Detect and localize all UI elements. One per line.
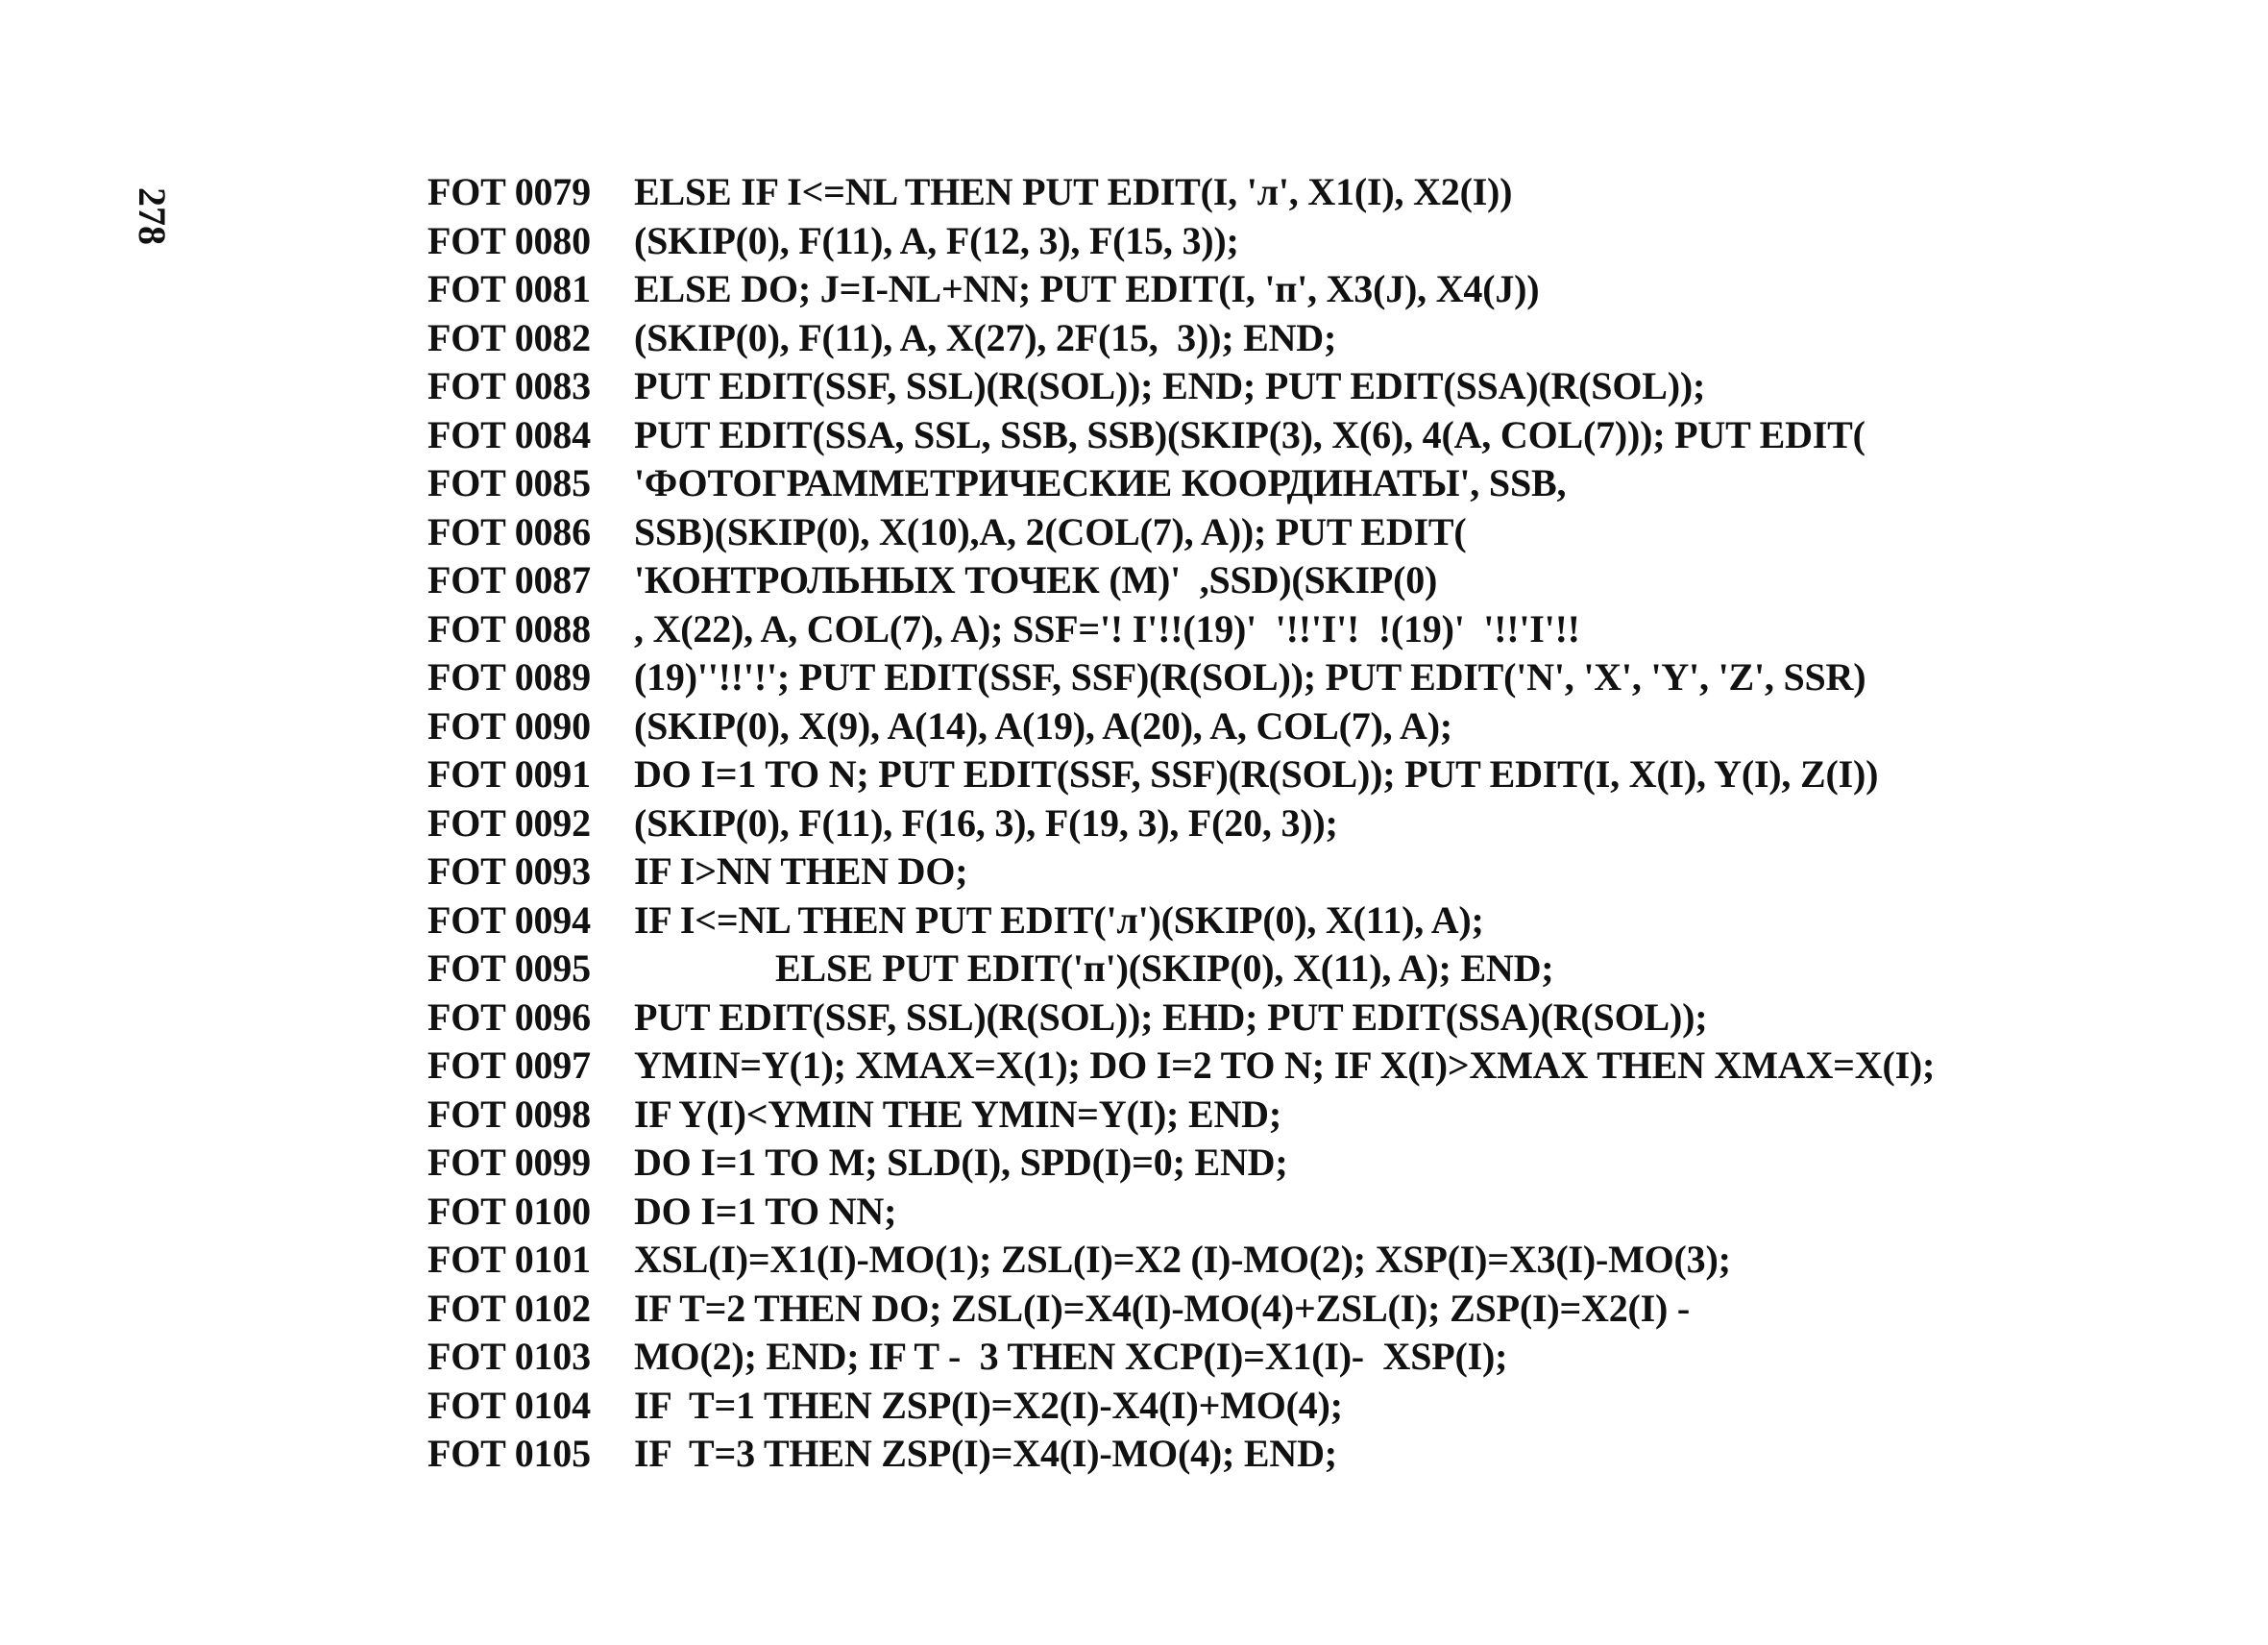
- line-number: FOT 0088: [427, 606, 591, 651]
- code-line: [427, 168, 1935, 217]
- code-line: [427, 994, 1935, 1043]
- code-line: [427, 1382, 1935, 1431]
- line-number: FOT 0103: [427, 1335, 591, 1378]
- line-number: FOT 0083: [427, 364, 591, 407]
- line-number: FOT 0084: [427, 412, 591, 456]
- line-code: 'ФОТОГРАММЕТРИЧЕСКИЕ КООРДИНАТЫ', SSB,: [634, 461, 1567, 504]
- code-line: [427, 945, 1935, 994]
- line-code: IF T=2 THEN DO; ZSL(I)=X4(I)-MO(4)+ZSL(I); ZSP(I)=X2(I) -: [634, 1286, 1691, 1330]
- line-number: FOT 0094: [427, 897, 591, 942]
- line-code: XSL(I)=X1(I)-MO(1); ZSL(I)=X2 (I)-MO(2); XSP(I)=X3(I)-MO(3);: [634, 1238, 1731, 1281]
- line-code: SSB)(SKIP(0), X(10),A, 2(COL(7), A)); PUT EDIT(: [634, 509, 1467, 553]
- line-number: FOT 0091: [427, 752, 591, 796]
- line-number: FOT 0079: [427, 170, 591, 213]
- code-line: [427, 605, 1935, 654]
- line-number: FOT 0105: [427, 1432, 591, 1475]
- line-code: DO I=1 TO M; SLD(I), SPD(I)=0; END;: [634, 1141, 1288, 1184]
- code-line: [427, 750, 1935, 799]
- line-code: IF I>NN THEN DO;: [634, 849, 968, 893]
- line-code: (SKIP(0), F(11), F(16, 3), F(19, 3), F(20, 3));: [634, 800, 1338, 845]
- code-line: [427, 1333, 1935, 1382]
- code-line: [427, 896, 1935, 945]
- line-number: FOT 0086: [427, 509, 591, 553]
- line-number: FOT 0097: [427, 1043, 591, 1087]
- code-line: [427, 702, 1935, 751]
- line-code: ELSE IF I<=NL THEN PUT EDIT(I, 'л', X1(I), X2(I)): [634, 170, 1513, 213]
- page-number: 278: [131, 187, 174, 245]
- line-code: IF Y(I)<YMIN THE YMIN=Y(I); END;: [634, 1092, 1281, 1136]
- code-line: [427, 265, 1935, 314]
- code-line: [427, 314, 1935, 363]
- line-code: MO(2); END; IF T - 3 THEN XCP(I)=X1(I)- XSP(I);: [634, 1335, 1508, 1378]
- code-line: [427, 653, 1935, 702]
- line-code: DO I=1 TO N; PUT EDIT(SSF, SSF)(R(SOL)); PUT EDIT(I, X(I), Y(I), Z(I)): [634, 752, 1879, 796]
- line-number: FOT 0080: [427, 218, 591, 262]
- code-line: [427, 1285, 1935, 1334]
- line-code: YMIN=Y(1); XMAX=X(1); DO I=2 TO N; IF X(I)>XMAX THEN XMAX=X(I);: [634, 1043, 1936, 1087]
- line-code: IF T=1 THEN ZSP(I)=X2(I)-X4(I)+MO(4);: [634, 1383, 1343, 1427]
- code-line: [427, 556, 1935, 605]
- code-line: [427, 362, 1935, 411]
- line-number: FOT 0099: [427, 1141, 591, 1184]
- line-code: PUT EDIT(SSF, SSL)(R(SOL)); END; PUT EDIT(SSA)(R(SOL));: [634, 364, 1706, 407]
- line-number: FOT 0093: [427, 849, 591, 893]
- code-line: [427, 459, 1935, 508]
- line-number: FOT 0104: [427, 1383, 591, 1427]
- code-line: [427, 1091, 1935, 1140]
- code-line: [427, 1236, 1935, 1285]
- code-line: [427, 1042, 1935, 1091]
- line-code: ELSE PUT EDIT('п')(SKIP(0), X(11), A); END;: [634, 946, 1554, 990]
- code-line: [427, 847, 1935, 896]
- line-number: FOT 0090: [427, 703, 591, 748]
- code-line: [427, 1430, 1935, 1479]
- line-code: DO I=1 TO NN;: [634, 1189, 897, 1233]
- code-line: [427, 1188, 1935, 1237]
- line-code: IF T=3 THEN ZSP(I)=X4(I)-MO(4); END;: [634, 1432, 1337, 1475]
- line-code: , X(22), A, COL(7), A); SSF='! I'!!(19)' '!!'I'! !(19)' '!!'I'!!: [634, 606, 1580, 651]
- line-code: 'КОНТРОЛЬНЫХ ТОЧЕК (М)' ,SSD)(SKIP(0): [634, 558, 1438, 602]
- line-code: PUT EDIT(SSF, SSL)(R(SOL)); EHD; PUT EDIT(SSA)(R(SOL));: [634, 994, 1708, 1039]
- code-listing: [427, 168, 1935, 1479]
- code-line: [427, 508, 1935, 557]
- line-number: FOT 0081: [427, 267, 591, 310]
- line-code: (19)''!!'!'; PUT EDIT(SSF, SSF)(R(SOL)); PUT EDIT('N', 'X', 'Y', 'Z', SSR): [634, 655, 1866, 699]
- code-line: [427, 1139, 1935, 1188]
- line-number: FOT 0089: [427, 655, 591, 699]
- line-code: (SKIP(0), F(11), A, F(12, 3), F(15, 3));: [634, 218, 1239, 262]
- line-number: FOT 0101: [427, 1238, 591, 1281]
- line-number: FOT 0082: [427, 315, 591, 359]
- line-code: PUT EDIT(SSA, SSL, SSB, SSB)(SKIP(3), X(6), 4(A, COL(7))); PUT EDIT(: [634, 412, 1866, 456]
- code-line: [427, 799, 1935, 848]
- line-code: (SKIP(0), X(9), A(14), A(19), A(20), A, COL(7), A);: [634, 703, 1452, 748]
- line-code: IF I<=NL THEN PUT EDIT('л')(SKIP(0), X(11), A);: [634, 897, 1484, 942]
- code-line: [427, 411, 1935, 460]
- line-number: FOT 0098: [427, 1092, 591, 1136]
- line-number: FOT 0087: [427, 558, 591, 602]
- line-number: FOT 0096: [427, 994, 591, 1039]
- code-line: [427, 217, 1935, 266]
- line-number: FOT 0095: [427, 946, 591, 990]
- line-number: FOT 0102: [427, 1286, 591, 1330]
- line-code: (SKIP(0), F(11), A, X(27), 2F(15, 3)); END;: [634, 315, 1337, 359]
- line-number: FOT 0100: [427, 1189, 591, 1233]
- line-number: FOT 0092: [427, 800, 591, 845]
- line-code: ELSE DO; J=I-NL+NN; PUT EDIT(I, 'п', X3(J), X4(J)): [634, 267, 1540, 310]
- line-number: FOT 0085: [427, 461, 591, 504]
